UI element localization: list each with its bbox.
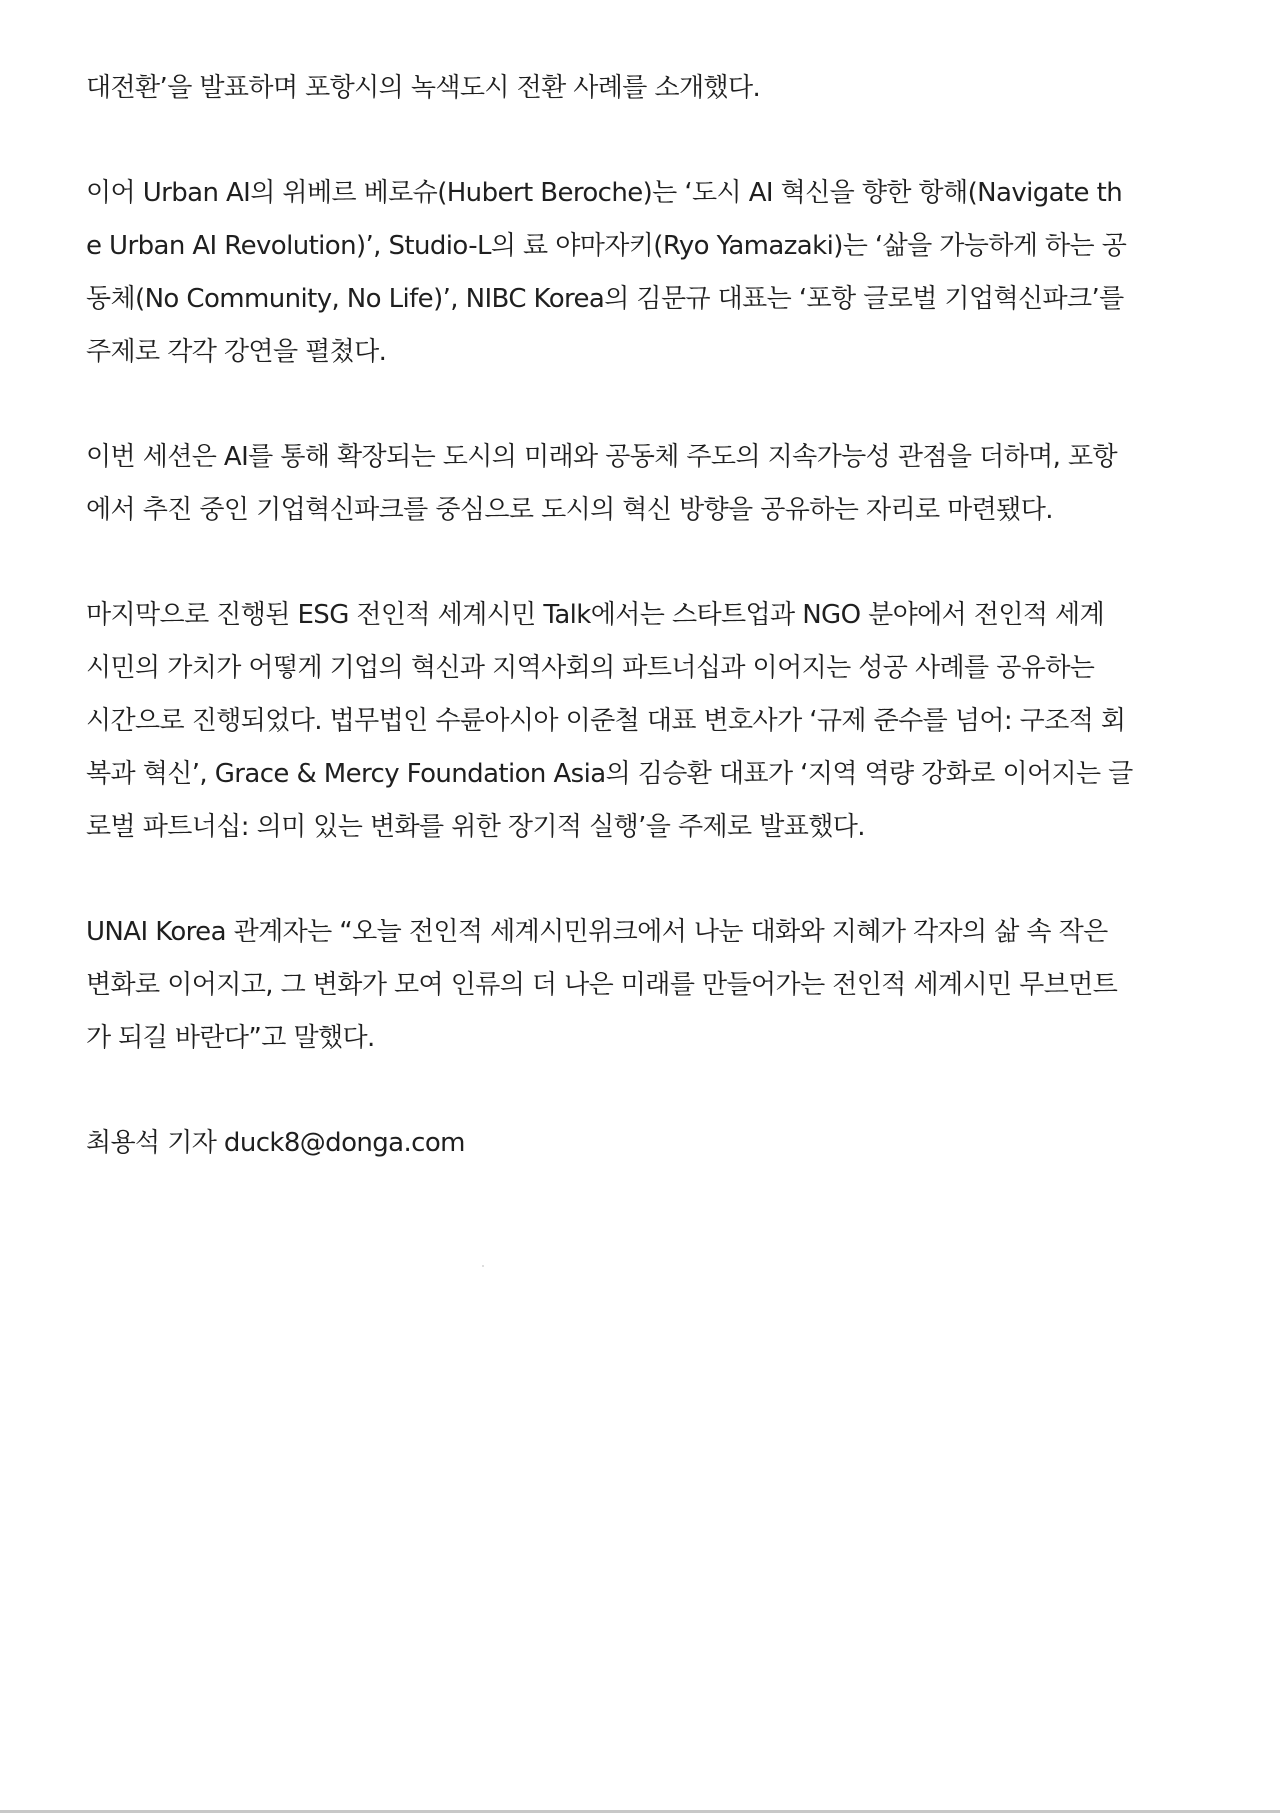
paragraph-line: 변화로 이어지고, 그 변화가 모여 인류의 더 나은 미래를 만들어가는 전인적 세계시민 무브먼트: [86, 970, 1118, 1000]
paragraph-5: [86, 906, 1198, 1065]
paragraph-line: 시민의 가치가 어떻게 기업의 혁신과 지역사회의 파트너십과 이어지는 성공 사례를 공유하는: [86, 653, 1095, 683]
reporter-byline: 최용석 기자 duck8@donga.com: [86, 1128, 465, 1158]
paragraph-line: 복과 혁신’, Grace & Mercy Foundation Asia의 김승환 대표가 ‘지역 역량 강화로 이어지는 글: [86, 759, 1133, 789]
paragraph-1: [86, 62, 1198, 115]
paragraph-line: 주제로 각각 강연을 펼쳤다.: [86, 337, 387, 367]
paragraph-line: UNAI Korea 관계자는 “오늘 전인적 세계시민위크에서 나눈 대화와 지혜가 각자의 삶 속 작은: [86, 917, 1108, 947]
paragraph-line: 이어 Urban AI의 위베르 베로슈(Hubert Beroche)는 ‘도시 AI 혁신을 향한 항해(Navigate th: [86, 178, 1123, 208]
paragraph-line: 마지막으로 진행된 ESG 전인적 세계시민 Talk에서는 스타트업과 NGO 분야에서 전인적 세계: [86, 600, 1105, 630]
article-body: [86, 62, 1198, 1170]
stray-dot: [482, 1265, 484, 1267]
paragraph-line: 에서 추진 중인 기업혁신파크를 중심으로 도시의 혁신 방향을 공유하는 자리로 마련됐다.: [86, 495, 1053, 525]
paragraph-line: e Urban AI Revolution)’, Studio-L의 료 야마자키(Ryo Yamazaki)는 ‘삶을 가능하게 하는 공: [86, 231, 1127, 261]
paragraph-line: 시간으로 진행되었다. 법무법인 수륜아시아 이준철 대표 변호사가 ‘규제 준수를 넘어: 구조적 회: [86, 706, 1126, 736]
paragraph-line: 동체(No Community, No Life)’, NIBC Korea의 김문규 대표는 ‘포항 글로벌 기업혁신파크’를: [86, 284, 1124, 314]
paragraph-2: [86, 167, 1198, 379]
paragraph-4: [86, 589, 1198, 854]
paragraph-line: 로벌 파트너십: 의미 있는 변화를 위한 장기적 실행’을 주제로 발표했다.: [86, 812, 865, 842]
paragraph-line: 대전환’을 발표하며 포항시의 녹색도시 전환 사례를 소개했다.: [86, 73, 761, 103]
paragraph-line: 가 되길 바란다”고 말했다.: [86, 1023, 375, 1053]
paragraph-line: 이번 세션은 AI를 통해 확장되는 도시의 미래와 공동체 주도의 지속가능성 관점을 더하며, 포항: [86, 442, 1117, 472]
paragraph-3: [86, 431, 1198, 537]
